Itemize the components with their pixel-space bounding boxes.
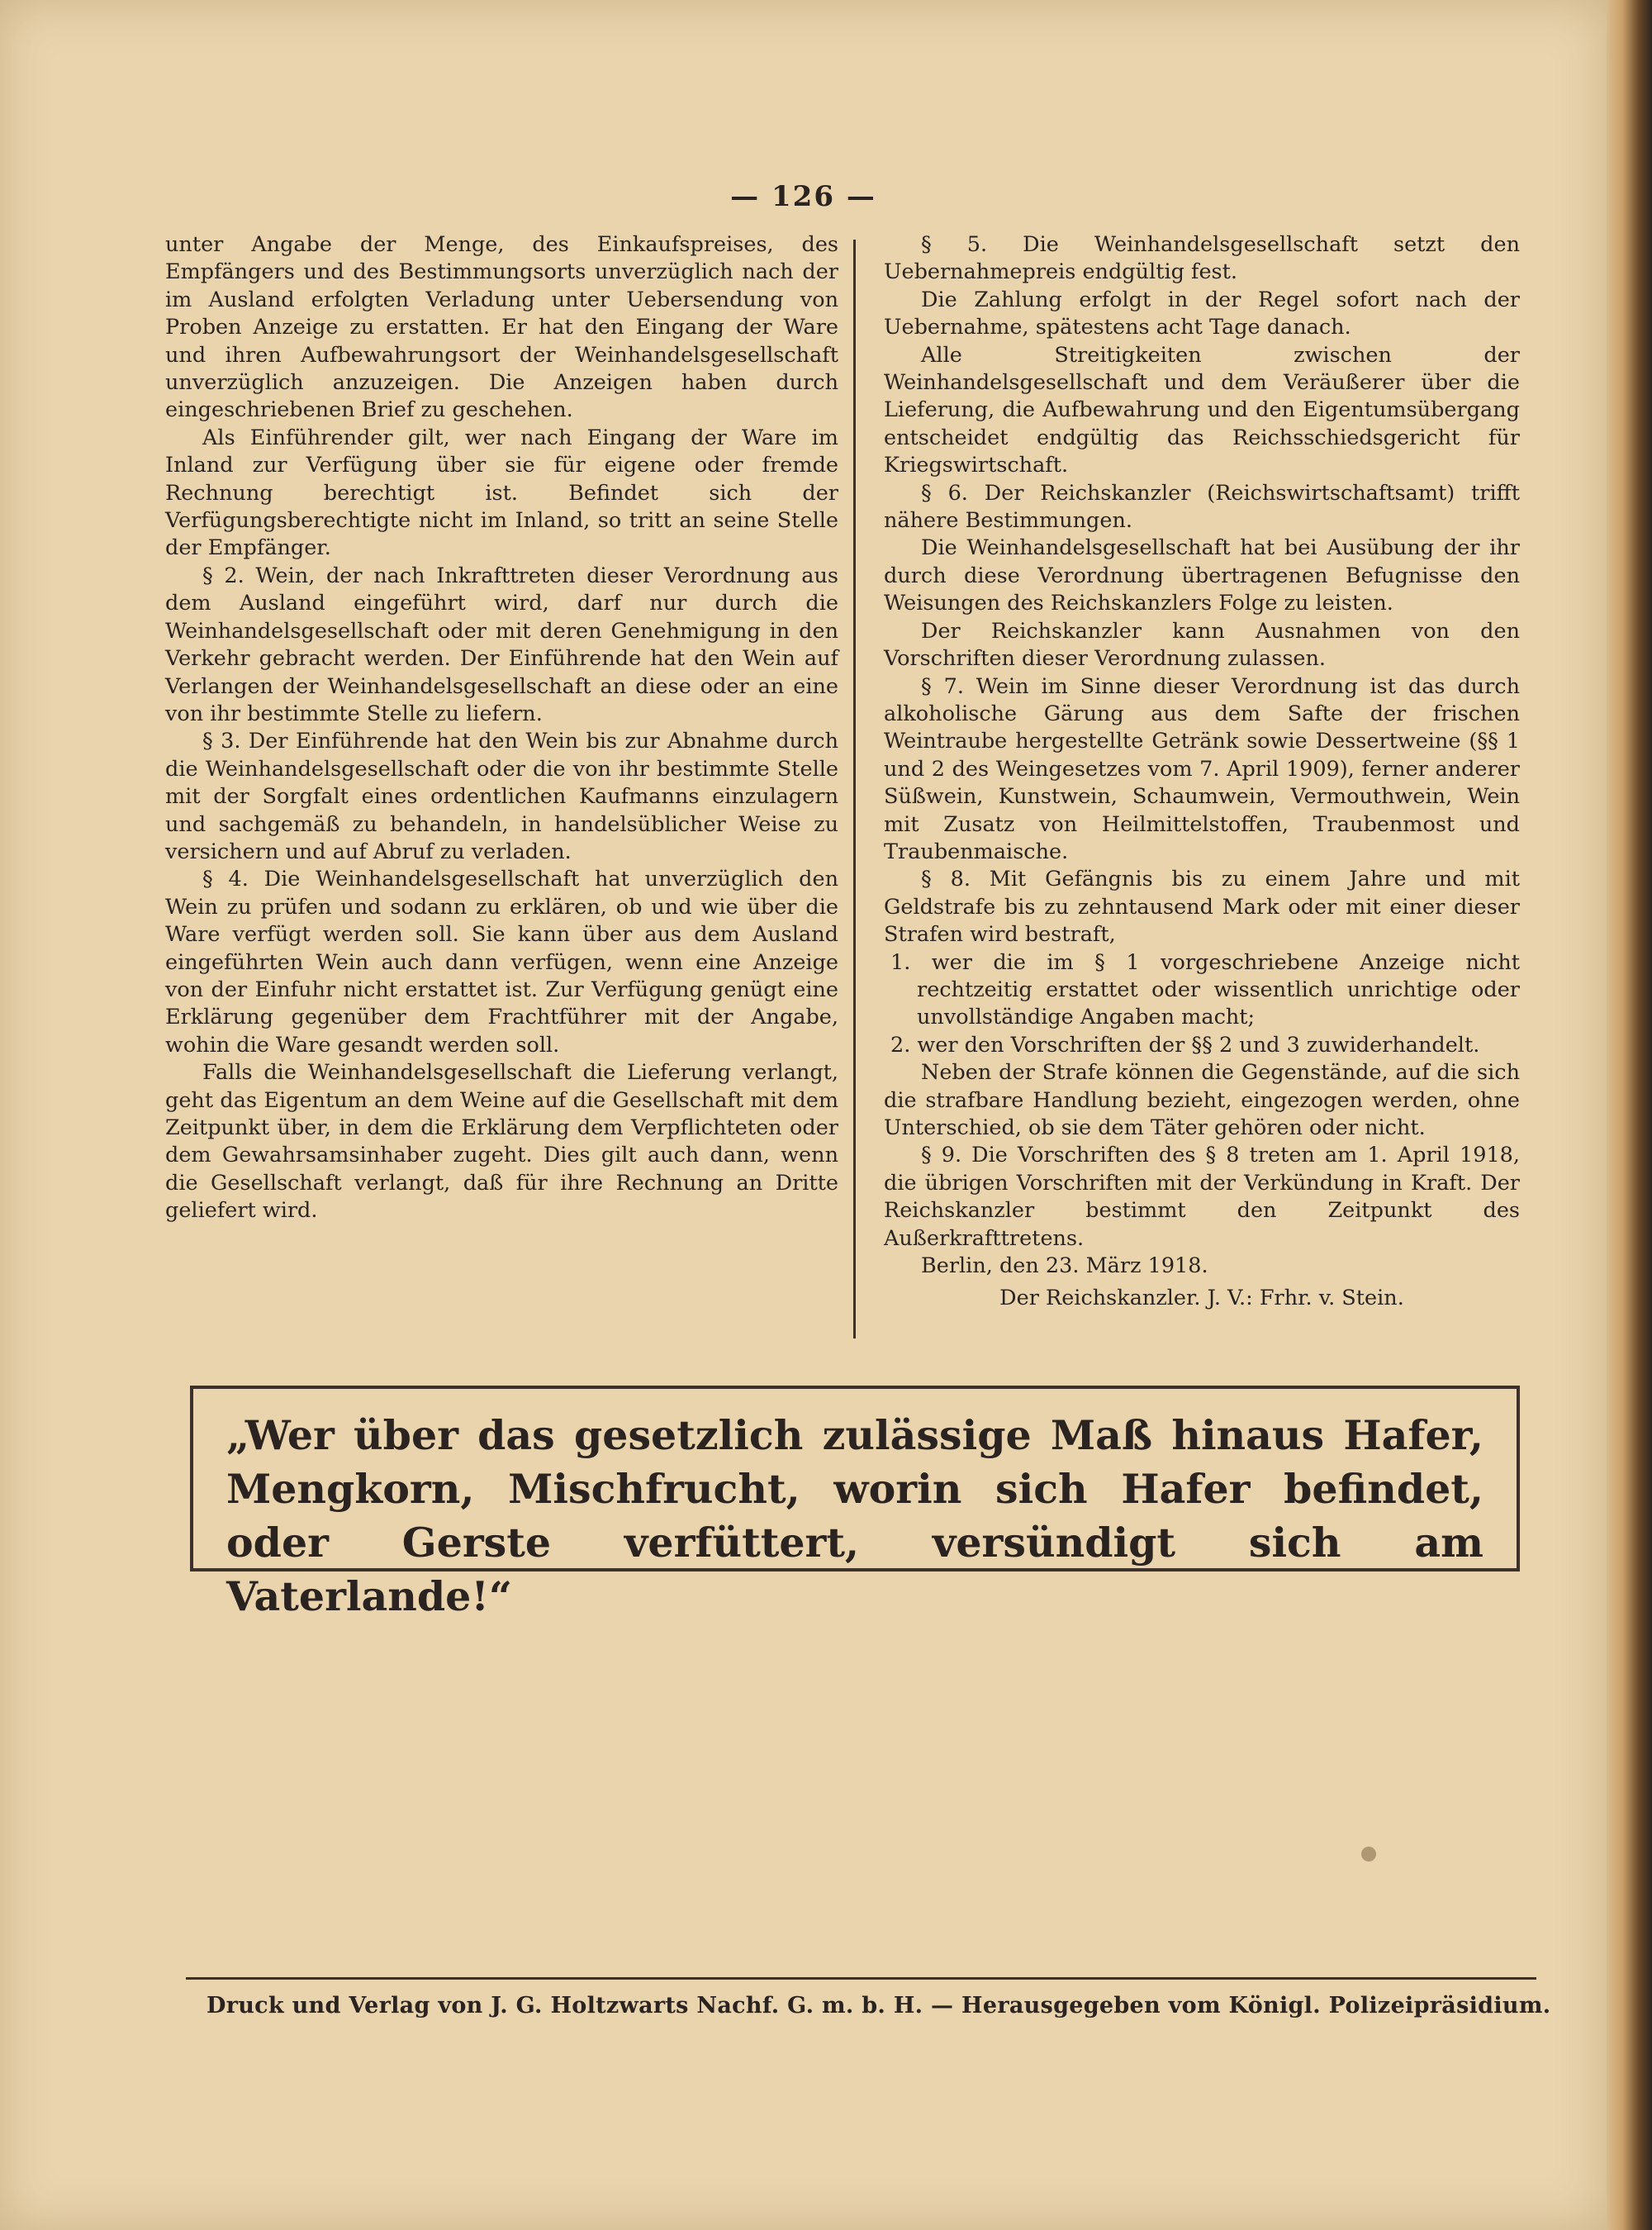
- section-2-paragraph: § 2. Wein, der nach Inkrafttreten dieser Verordnung aus dem Ausland eingeführt wird, darf nur durch die Weinhandelsgesellschaft oder mit deren Genehmigung in den Verkehr gebracht werden. Der Einführende hat den Wein auf Verlangen der Weinhandelsgesellschaft an diese oder an eine von ihr bestimmte Stelle zu liefern.: [165, 563, 838, 726]
- page-number: — 126 —: [730, 180, 876, 213]
- left-paragraph: Falls die Weinhandelsgesellschaft die Lieferung verlangt, geht das Eigentum an dem Weine auf die Gesellschaft mit dem Zeitpunkt über, in dem die Erklärung dem Verpflichteten oder dem Gewahrsamsinhaber zugeht. Dies gilt auch dann, wenn die Gesellschaft verlangt, daß für ihre Rechnung an Dritte geliefert wird.: [165, 1060, 838, 1224]
- right-column: [884, 231, 1520, 1313]
- right-paragraph: Alle Streitigkeiten zwischen der Weinhandelsgesellschaft und dem Veräußerer über die Lieferung, die Aufbewahrung und den Eigentumsübergang entscheidet endgültig das Reichsschiedsgericht für Kriegswirtschaft.: [884, 342, 1520, 478]
- section-9-paragraph: § 9. Die Vorschriften des § 8 treten am 1. April 1918, die übrigen Vorschriften mit der Verkündung in Kraft. Der Reichskanzler bestimmt den Zeitpunkt des Außerkrafttretens.: [884, 1143, 1520, 1251]
- slogan-text: „Wer über das gesetzlich zulässige Maß hinaus Hafer, Mengkorn, Mischfrucht, worin sich Hafer befindet, oder Gerste verfüttert, versündigt sich am Vaterlande!“: [226, 1411, 1483, 1620]
- right-paragraph: Die Zahlung erfolgt in der Regel sofort nach der Uebernahme, spätestens acht Tage danach.: [884, 287, 1520, 340]
- right-paragraph: Der Reichskanzler kann Ausnahmen von den Vorschriften dieser Verordnung zulassen.: [884, 618, 1520, 672]
- right-paragraph: Neben der Strafe können die Gegenstände, auf die sich die strafbare Handlung bezieht, eingezogen werden, ohne Unterschied, ob sie dem Täter gehören oder nicht.: [884, 1060, 1520, 1140]
- signature-line: Der Reichskanzler. J. V.: Frhr. v. Stein.: [999, 1286, 1404, 1311]
- date-line: Berlin, den 23. März 1918.: [921, 1253, 1208, 1279]
- section-8-paragraph: § 8. Mit Gefängnis bis zu einem Jahre und mit Geldstrafe bis zu zehntausend Mark oder mit einer dieser Strafen wird bestraft,: [884, 867, 1520, 948]
- left-column: [165, 231, 838, 1225]
- ink-stain: [1361, 1847, 1376, 1862]
- footer-divider: [186, 1977, 1536, 1980]
- section-6-paragraph: § 6. Der Reichskanzler (Reichswirtschaftsamt) trifft nähere Bestimmungen.: [884, 480, 1520, 534]
- left-paragraph: Als Einführender gilt, wer nach Eingang der Ware im Inland zur Verfügung über sie für eigene oder fremde Rechnung berechtigt ist. Befindet sich der Verfügungsberechtigte nicht im Inland, so tritt an seine Stelle der Empfänger.: [165, 425, 838, 561]
- penalty-list-item: 1. wer die im § 1 vorgeschriebene Anzeige nicht rechtzeitig erstattet oder wissentlich unrichtige oder unvollständige Angaben macht;: [890, 949, 1520, 1030]
- imprint-footer: Druck und Verlag von J. G. Holtzwarts Nachf. G. m. b. H. — Herausgegeben vom Königl. Polizeipräsidium.: [206, 1993, 1551, 2018]
- section-4-paragraph: § 4. Die Weinhandelsgesellschaft hat unverzüglich den Wein zu prüfen und sodann zu erklären, ob und wie über die Ware verfügt werden soll. Sie kann über aus dem Ausland eingeführten Wein auch dann verfügen, wenn eine Anzeige von der Einfuhr nicht erstattet ist. Zur Verfügung genügt eine Erklärung gegenüber dem Frachtführer mit der Angabe, wohin die Ware gesandt werden soll.: [165, 867, 838, 1058]
- slogan-box: [190, 1386, 1520, 1620]
- text-columns: [165, 231, 1520, 1338]
- section-7-paragraph: § 7. Wein im Sinne dieser Verordnung ist das durch alkoholische Gärung aus dem Safte der frischen Weintraube hergestellte Getränk sowie Dessertweine (§§ 1 und 2 des Weingesetzes vom 7. April 1909), ferner anderer Süßwein, Kunstwein, Schaumwein, Vermouthwein, Wein mit Zusatz von Heilmittelstoffen, Traubenmost und Traubenmaische.: [884, 673, 1520, 864]
- section-5-paragraph: § 5. Die Weinhandelsgesellschaft setzt den Uebernahmepreis endgültig fest.: [884, 232, 1520, 285]
- column-divider: [853, 240, 856, 1338]
- section-3-paragraph: § 3. Der Einführende hat den Wein bis zur Abnahme durch die Weinhandelsgesellschaft oder die von ihr bestimmte Stelle mit der Sorgfalt eines ordentlichen Kaufmanns einzulagern und sachgemäß zu behandeln, in handelsüblicher Weise zu versichern und auf Abruf zu verladen.: [165, 729, 838, 864]
- penalty-list-item: 2. wer den Vorschriften der §§ 2 und 3 zuwiderhandelt.: [890, 1032, 1480, 1058]
- right-paragraph: Die Weinhandelsgesellschaft hat bei Ausübung der ihr durch diese Verordnung übertragenen Befugnisse den Weisungen des Reichskanzlers Folge zu leisten.: [884, 535, 1520, 616]
- left-paragraph: unter Angabe der Menge, des Einkaufspreises, des Empfängers und des Bestimmungsorts unverzüglich nach der im Ausland erfolgten Verladung unter Uebersendung von Proben Anzeige zu erstatten. Er hat den Eingang der Ware und ihren Aufbewahrungsort der Weinhandelsgesellschaft unverzüglich anzuzeigen. Die Anzeigen haben durch eingeschriebenen Brief zu geschehen.: [165, 232, 838, 423]
- book-spine-edge: [1607, 0, 1652, 2230]
